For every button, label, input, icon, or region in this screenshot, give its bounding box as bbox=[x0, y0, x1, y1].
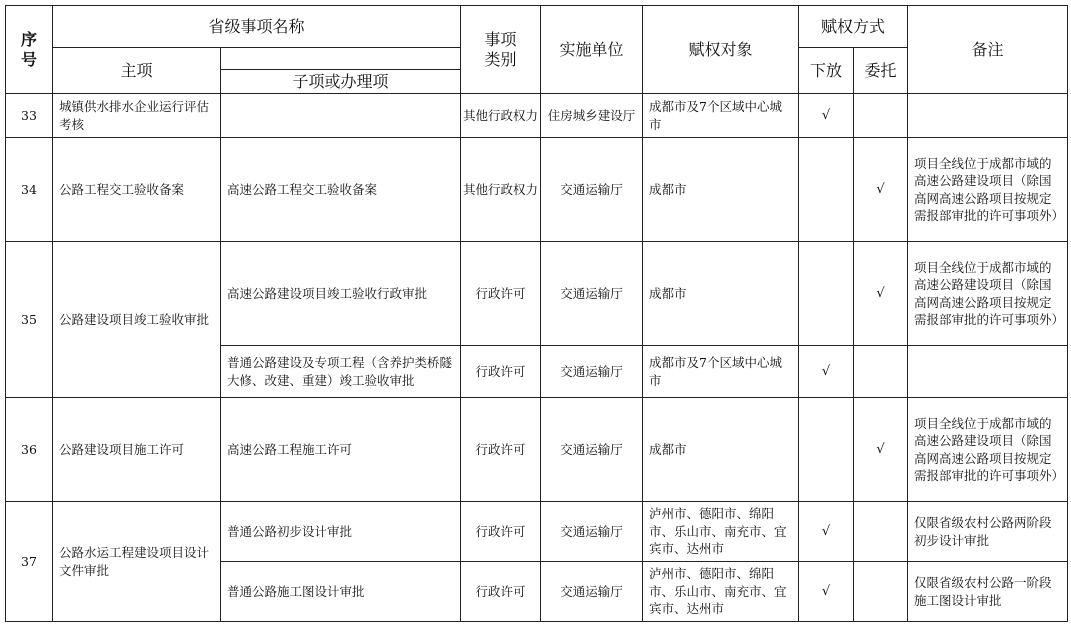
entrust-check bbox=[854, 94, 908, 138]
table-body bbox=[6, 94, 1068, 622]
category-cell: 其他行政权力 bbox=[461, 138, 541, 242]
remark-cell: 项目全线位于成都市域的高速公路建设项目（除国高网高速公路项目按规定需报部审批的许可事项外） bbox=[908, 398, 1068, 502]
remark-cell bbox=[908, 346, 1068, 398]
header-category: 事项 类别 bbox=[461, 6, 541, 94]
delegate-down-check: √ bbox=[799, 502, 854, 562]
header-entrust: 委托 bbox=[854, 48, 908, 94]
unit-cell: 交通运输厅 bbox=[541, 242, 643, 346]
delegate-down-check: √ bbox=[799, 346, 854, 398]
unit-cell: 交通运输厅 bbox=[541, 346, 643, 398]
target-cell: 泸州市、德阳市、绵阳市、乐山市、南充市、宜宾市、达州市 bbox=[643, 502, 799, 562]
header-sub-item: 子项或办理项 bbox=[221, 70, 461, 94]
table-row bbox=[6, 502, 1068, 562]
delegate-down-check: √ bbox=[799, 562, 854, 622]
target-cell: 成都市 bbox=[643, 138, 799, 242]
seq-cell: 34 bbox=[6, 138, 53, 242]
entrust-check bbox=[854, 562, 908, 622]
sub-item-cell: 高速公路工程施工许可 bbox=[221, 398, 461, 502]
entrust-check bbox=[854, 502, 908, 562]
delegate-down-check: √ bbox=[799, 94, 854, 138]
table-row bbox=[6, 398, 1068, 502]
target-cell: 泸州市、德阳市、绵阳市、乐山市、南充市、宜宾市、达州市 bbox=[643, 562, 799, 622]
category-cell: 行政许可 bbox=[461, 398, 541, 502]
main-item-cell: 公路工程交工验收备案 bbox=[53, 138, 221, 242]
delegate-down-check bbox=[799, 242, 854, 346]
unit-cell: 交通运输厅 bbox=[541, 502, 643, 562]
unit-cell: 交通运输厅 bbox=[541, 138, 643, 242]
delegation-table bbox=[5, 5, 1068, 622]
entrust-check bbox=[854, 346, 908, 398]
delegate-down-check bbox=[799, 138, 854, 242]
target-cell: 成都市 bbox=[643, 242, 799, 346]
header-method-group: 赋权方式 bbox=[799, 6, 908, 48]
target-cell: 成都市 bbox=[643, 398, 799, 502]
sub-item-cell: 高速公路建设项目竣工验收行政审批 bbox=[221, 242, 461, 346]
entrust-check: √ bbox=[854, 138, 908, 242]
unit-cell: 住房城乡建设厅 bbox=[541, 94, 643, 138]
unit-cell: 交通运输厅 bbox=[541, 562, 643, 622]
unit-cell: 交通运输厅 bbox=[541, 398, 643, 502]
header-main-item: 主项 bbox=[53, 48, 221, 94]
header-unit: 实施单位 bbox=[541, 6, 643, 94]
remark-cell: 项目全线位于成都市域的高速公路建设项目（除国高网高速公路项目按规定需报部审批的许可事项外） bbox=[908, 242, 1068, 346]
sub-item-cell: 高速公路工程交工验收备案 bbox=[221, 138, 461, 242]
remark-cell: 项目全线位于成都市域的高速公路建设项目（除国高网高速公路项目按规定需报部审批的许可事项外） bbox=[908, 138, 1068, 242]
sub-item-cell: 普通公路建设及专项工程（含养护类桥隧大修、改建、重建）竣工验收审批 bbox=[221, 346, 461, 398]
header-target: 赋权对象 bbox=[643, 6, 799, 94]
table-row bbox=[6, 242, 1068, 346]
sub-item-cell: 普通公路初步设计审批 bbox=[221, 502, 461, 562]
remark-cell: 仅限省级农村公路一阶段施工图设计审批 bbox=[908, 562, 1068, 622]
seq-cell: 36 bbox=[6, 398, 53, 502]
category-cell: 行政许可 bbox=[461, 242, 541, 346]
entrust-check: √ bbox=[854, 398, 908, 502]
delegate-down-check bbox=[799, 398, 854, 502]
main-item-cell: 公路水运工程建设项目设计文件审批 bbox=[53, 502, 221, 622]
seq-cell: 37 bbox=[6, 502, 53, 622]
remark-cell: 仅限省级农村公路两阶段初步设计审批 bbox=[908, 502, 1068, 562]
table-row bbox=[6, 94, 1068, 138]
header-remark: 备注 bbox=[908, 6, 1068, 94]
category-cell: 行政许可 bbox=[461, 562, 541, 622]
target-cell: 成都市及7个区域中心城市 bbox=[643, 94, 799, 138]
category-cell: 行政许可 bbox=[461, 346, 541, 398]
header-delegate-down: 下放 bbox=[799, 48, 854, 94]
table-row bbox=[6, 138, 1068, 242]
header-seq: 序 号 bbox=[6, 6, 53, 94]
main-item-cell: 公路建设项目竣工验收审批 bbox=[53, 242, 221, 398]
seq-cell: 35 bbox=[6, 242, 53, 398]
entrust-check: √ bbox=[854, 242, 908, 346]
sub-item-cell: 普通公路施工图设计审批 bbox=[221, 562, 461, 622]
category-cell: 其他行政权力 bbox=[461, 94, 541, 138]
category-cell: 行政许可 bbox=[461, 502, 541, 562]
remark-cell bbox=[908, 94, 1068, 138]
sub-item-cell bbox=[221, 94, 461, 138]
header-name-group: 省级事项名称 bbox=[53, 6, 461, 48]
main-item-cell: 公路建设项目施工许可 bbox=[53, 398, 221, 502]
main-item-cell: 城镇供水排水企业运行评估考核 bbox=[53, 94, 221, 138]
target-cell: 成都市及7个区域中心城市 bbox=[643, 346, 799, 398]
seq-cell: 33 bbox=[6, 94, 53, 138]
